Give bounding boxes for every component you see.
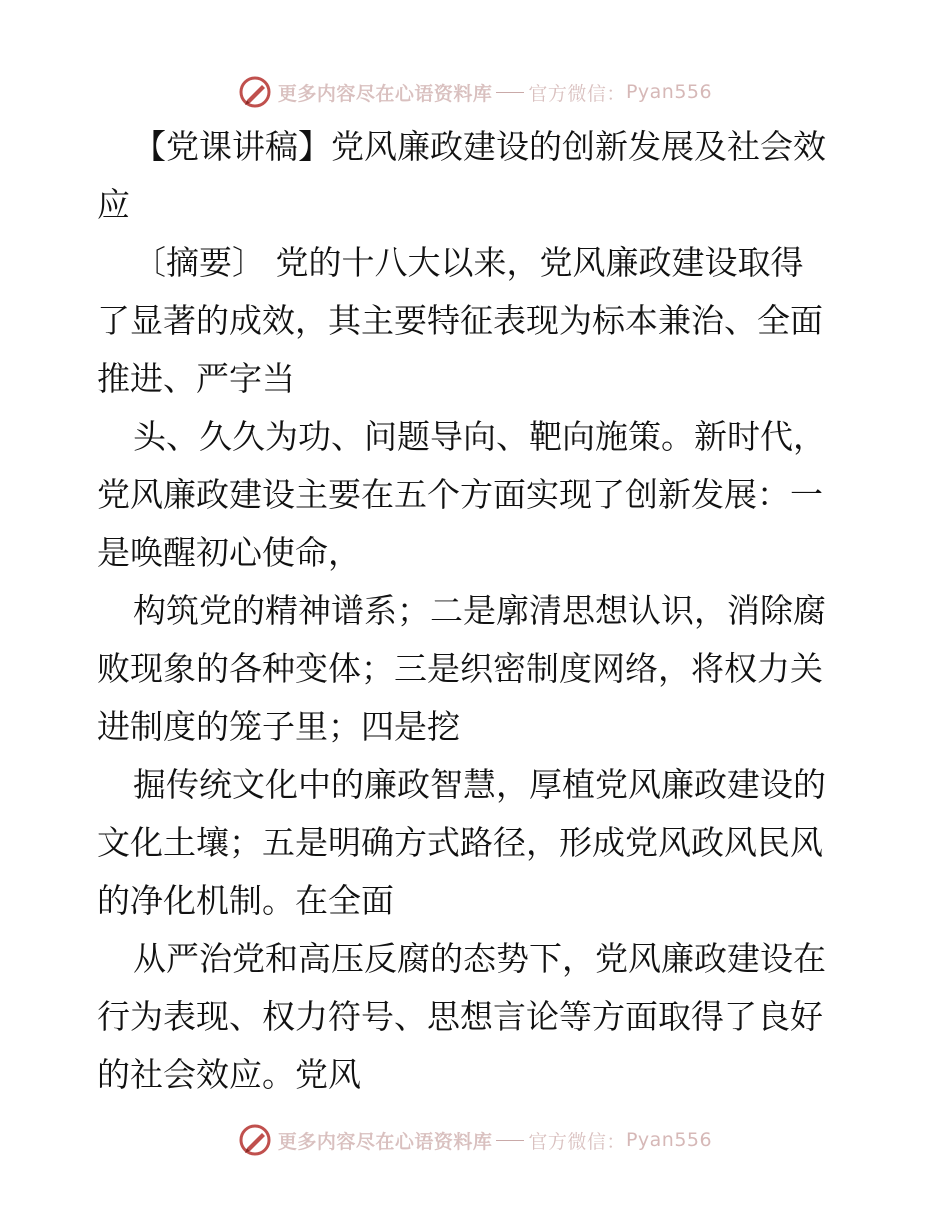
abstract-line: 的净化机制。在全面 bbox=[97, 881, 394, 920]
header-banner bbox=[0, 72, 950, 112]
banner-wechat-handle: Pyan556 bbox=[625, 1129, 713, 1151]
abstract-line: 从严治党和高压反腐的态势下，党风廉政建设在 bbox=[133, 939, 826, 978]
abstract-line: 掘传统文化中的廉政智慧，厚植党风廉政建设的 bbox=[133, 765, 826, 804]
banner-wechat-label: 官方微信： bbox=[528, 82, 626, 105]
abstract-line: 构筑党的精神谱系；二是廓清思想认识，消除腐 bbox=[133, 591, 826, 630]
abstract-line: 头、久久为功、问题导向、靶向施策。新时代， bbox=[133, 417, 826, 456]
abstract-line: 行为表现、权力符号、思想言论等方面取得了良好 bbox=[97, 997, 823, 1036]
pen-logo-icon bbox=[238, 75, 272, 109]
banner-wechat-label: 官方微信： bbox=[528, 1130, 626, 1153]
abstract-line: 党风廉政建设主要在五个方面实现了创新发展：一 bbox=[97, 475, 823, 514]
abstract-line: 了显著的成效，其主要特征表现为标本兼治、全面 bbox=[97, 301, 823, 340]
abstract-line: 〔摘要〕 党的十八大以来，党风廉政建设取得 bbox=[133, 243, 804, 282]
pen-logo-icon bbox=[238, 1123, 272, 1157]
abstract-line: 文化土壤；五是明确方式路径，形成党风政风民风 bbox=[97, 823, 823, 862]
abstract-line: 的社会效应。党风 bbox=[97, 1055, 361, 1094]
abstract-line: 推进、严字当 bbox=[97, 359, 295, 398]
banner-wechat-handle: Pyan556 bbox=[625, 81, 713, 103]
banner-separator bbox=[496, 92, 524, 93]
footer-banner bbox=[0, 1120, 950, 1160]
banner-text: 更多内容尽在心语资料库 bbox=[277, 82, 493, 105]
abstract-line: 是唤醒初心使命， bbox=[97, 533, 361, 572]
banner-separator bbox=[496, 1140, 524, 1141]
title-line-1: 【党课讲稿】党风廉政建设的创新发展及社会效 bbox=[133, 127, 826, 166]
abstract-line: 进制度的笼子里；四是挖 bbox=[97, 707, 460, 746]
document-body bbox=[97, 118, 857, 1104]
abstract-line: 败现象的各种变体；三是织密制度网络，将权力关 bbox=[97, 649, 823, 688]
banner-text: 更多内容尽在心语资料库 bbox=[277, 1130, 493, 1153]
title-line-2: 应 bbox=[97, 185, 130, 224]
